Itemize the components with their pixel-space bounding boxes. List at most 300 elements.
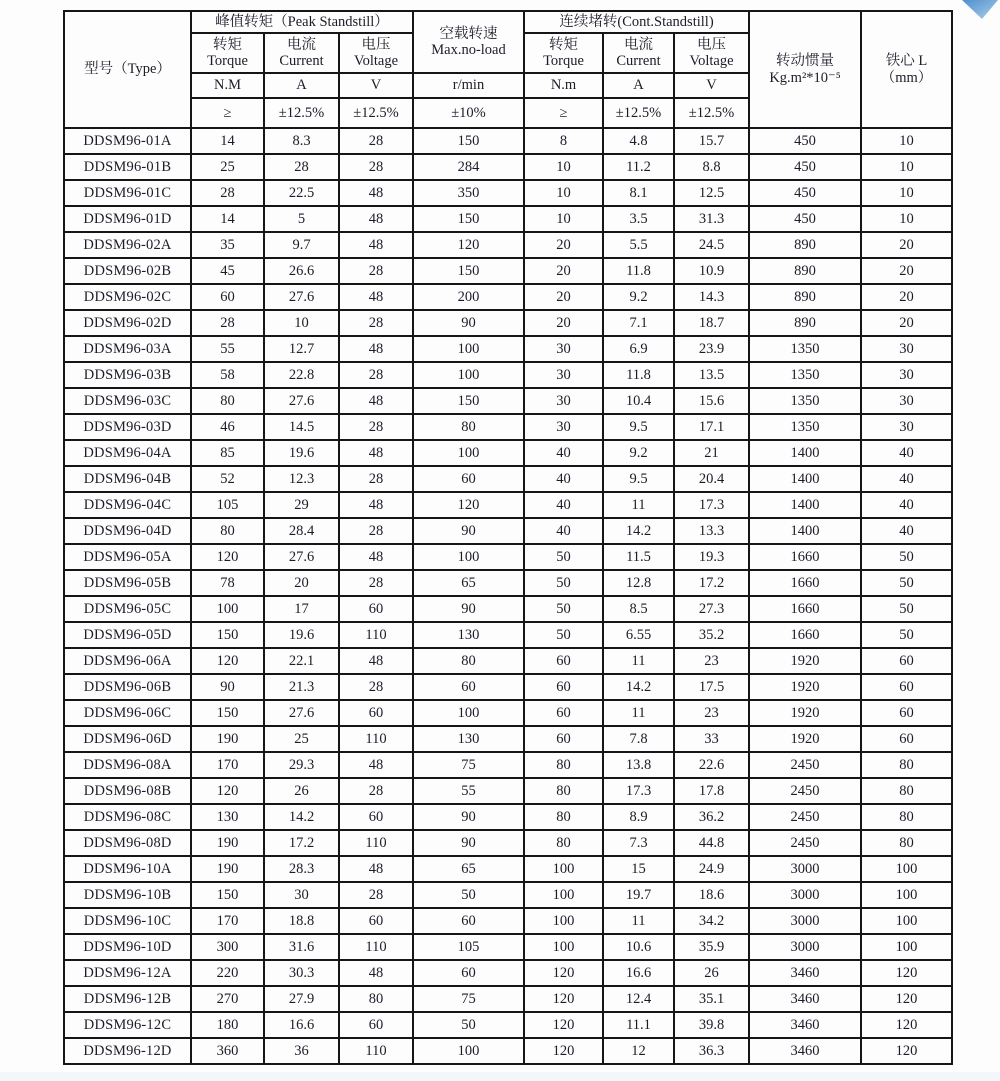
label-cn: 转矩 <box>549 36 578 53</box>
value-cell: 11.8 <box>603 362 674 388</box>
value-cell: 450 <box>749 180 861 206</box>
header-peak-torque <box>191 33 264 73</box>
model-cell: DDSM96-08A <box>64 752 191 778</box>
value-cell: 80 <box>524 804 603 830</box>
value-cell: 220 <box>191 960 264 986</box>
table-row <box>64 492 952 518</box>
table-row <box>64 570 952 596</box>
value-cell: 105 <box>413 934 524 960</box>
value-cell: 80 <box>191 518 264 544</box>
table-row <box>64 752 952 778</box>
value-cell: 22.5 <box>264 180 339 206</box>
value-cell: 3000 <box>749 856 861 882</box>
model-cell: DDSM96-06A <box>64 648 191 674</box>
value-cell: 1400 <box>749 518 861 544</box>
unit-cont-voltage: V <box>674 73 749 98</box>
table-row <box>64 284 952 310</box>
value-cell: 7.3 <box>603 830 674 856</box>
value-cell: 48 <box>339 232 413 258</box>
value-cell: 7.8 <box>603 726 674 752</box>
model-cell: DDSM96-05C <box>64 596 191 622</box>
value-cell: 150 <box>413 206 524 232</box>
value-cell: 26 <box>264 778 339 804</box>
value-cell: 1660 <box>749 622 861 648</box>
value-cell: 60 <box>861 726 952 752</box>
value-cell: 30 <box>264 882 339 908</box>
value-cell: 11 <box>603 700 674 726</box>
unit-cont-torque: N.m <box>524 73 603 98</box>
value-cell: 150 <box>191 882 264 908</box>
value-cell: 120 <box>413 492 524 518</box>
value-cell: 28.3 <box>264 856 339 882</box>
value-cell: 60 <box>524 648 603 674</box>
value-cell: 890 <box>749 310 861 336</box>
value-cell: 5.5 <box>603 232 674 258</box>
value-cell: 48 <box>339 440 413 466</box>
table-row <box>64 622 952 648</box>
value-cell: 190 <box>191 856 264 882</box>
value-cell: 890 <box>749 284 861 310</box>
value-cell: 30 <box>861 362 952 388</box>
value-cell: 60 <box>524 700 603 726</box>
unit-peak-voltage: V <box>339 73 413 98</box>
value-cell: 60 <box>524 726 603 752</box>
table-row <box>64 310 952 336</box>
value-cell: 150 <box>191 622 264 648</box>
value-cell: 48 <box>339 206 413 232</box>
value-cell: 27.6 <box>264 284 339 310</box>
value-cell: 27.9 <box>264 986 339 1012</box>
value-cell: 80 <box>524 752 603 778</box>
header-noload <box>413 11 524 73</box>
model-cell: DDSM96-08D <box>64 830 191 856</box>
value-cell: 120 <box>524 986 603 1012</box>
value-cell: 1920 <box>749 674 861 700</box>
value-cell: 19.6 <box>264 440 339 466</box>
value-cell: 100 <box>413 362 524 388</box>
value-cell: 10 <box>861 154 952 180</box>
value-cell: 100 <box>861 882 952 908</box>
value-cell: 40 <box>861 492 952 518</box>
header-inertia-unit: Kg.m²*10⁻⁵ <box>769 69 841 86</box>
value-cell: 48 <box>339 492 413 518</box>
value-cell: 48 <box>339 544 413 570</box>
motor-spec-table <box>63 10 953 1065</box>
value-cell: 190 <box>191 830 264 856</box>
label-en: Torque <box>543 53 584 69</box>
value-cell: 23.9 <box>674 336 749 362</box>
value-cell: 35.9 <box>674 934 749 960</box>
value-cell: 2450 <box>749 778 861 804</box>
value-cell: 28 <box>339 362 413 388</box>
value-cell: 31.6 <box>264 934 339 960</box>
value-cell: 120 <box>524 1012 603 1038</box>
model-cell: DDSM96-03A <box>64 336 191 362</box>
value-cell: 39.8 <box>674 1012 749 1038</box>
value-cell: 14.2 <box>264 804 339 830</box>
value-cell: 1920 <box>749 648 861 674</box>
table-row <box>64 960 952 986</box>
label-cn: 电压 <box>697 36 727 53</box>
value-cell: 13.3 <box>674 518 749 544</box>
value-cell: 9.7 <box>264 232 339 258</box>
value-cell: 2450 <box>749 830 861 856</box>
value-cell: 44.8 <box>674 830 749 856</box>
value-cell: 80 <box>861 830 952 856</box>
value-cell: 105 <box>191 492 264 518</box>
value-cell: 100 <box>413 1038 524 1064</box>
value-cell: 60 <box>191 284 264 310</box>
value-cell: 23 <box>674 700 749 726</box>
value-cell: 3000 <box>749 908 861 934</box>
table-row <box>64 726 952 752</box>
value-cell: 1400 <box>749 492 861 518</box>
tol-cont-current: ±12.5% <box>603 98 674 128</box>
table-row <box>64 336 952 362</box>
model-cell: DDSM96-03C <box>64 388 191 414</box>
value-cell: 60 <box>861 700 952 726</box>
value-cell: 130 <box>413 726 524 752</box>
table-row <box>64 388 952 414</box>
value-cell: 60 <box>339 700 413 726</box>
model-cell: DDSM96-10B <box>64 882 191 908</box>
value-cell: 28 <box>191 180 264 206</box>
value-cell: 20 <box>861 232 952 258</box>
model-cell: DDSM96-10D <box>64 934 191 960</box>
value-cell: 10 <box>861 206 952 232</box>
value-cell: 34.2 <box>674 908 749 934</box>
value-cell: 60 <box>339 1012 413 1038</box>
table-row <box>64 440 952 466</box>
label-en: Voltage <box>689 53 734 69</box>
value-cell: 28 <box>339 154 413 180</box>
table-row <box>64 986 952 1012</box>
value-cell: 60 <box>861 648 952 674</box>
value-cell: 190 <box>191 726 264 752</box>
value-cell: 17.3 <box>603 778 674 804</box>
header-noload-en: Max.no-load <box>431 42 506 58</box>
model-cell: DDSM96-02A <box>64 232 191 258</box>
value-cell: 29.3 <box>264 752 339 778</box>
value-cell: 30 <box>861 414 952 440</box>
value-cell: 50 <box>861 622 952 648</box>
value-cell: 100 <box>861 908 952 934</box>
value-cell: 60 <box>413 908 524 934</box>
value-cell: 100 <box>861 934 952 960</box>
tol-peak-current: ±12.5% <box>264 98 339 128</box>
table-row <box>64 154 952 180</box>
value-cell: 23 <box>674 648 749 674</box>
value-cell: 40 <box>861 466 952 492</box>
header-inertia <box>749 11 861 128</box>
value-cell: 8.3 <box>264 128 339 154</box>
value-cell: 50 <box>413 882 524 908</box>
value-cell: 200 <box>413 284 524 310</box>
value-cell: 20 <box>861 310 952 336</box>
label-cn: 电流 <box>624 36 653 53</box>
table-row <box>64 518 952 544</box>
model-cell: DDSM96-04A <box>64 440 191 466</box>
value-cell: 11.2 <box>603 154 674 180</box>
value-cell: 15.7 <box>674 128 749 154</box>
model-cell: DDSM96-05A <box>64 544 191 570</box>
value-cell: 170 <box>191 908 264 934</box>
value-cell: 90 <box>413 830 524 856</box>
value-cell: 150 <box>413 388 524 414</box>
label-en: Current <box>279 53 324 69</box>
value-cell: 35.1 <box>674 986 749 1012</box>
value-cell: 48 <box>339 648 413 674</box>
value-cell: 27.6 <box>264 700 339 726</box>
value-cell: 8 <box>524 128 603 154</box>
value-cell: 4.8 <box>603 128 674 154</box>
value-cell: 130 <box>413 622 524 648</box>
value-cell: 1350 <box>749 414 861 440</box>
value-cell: 18.6 <box>674 882 749 908</box>
value-cell: 80 <box>861 804 952 830</box>
value-cell: 58 <box>191 362 264 388</box>
value-cell: 6.55 <box>603 622 674 648</box>
model-cell: DDSM96-02D <box>64 310 191 336</box>
value-cell: 80 <box>413 414 524 440</box>
model-cell: DDSM96-01D <box>64 206 191 232</box>
value-cell: 100 <box>524 908 603 934</box>
value-cell: 450 <box>749 154 861 180</box>
value-cell: 12.7 <box>264 336 339 362</box>
model-cell: DDSM96-12A <box>64 960 191 986</box>
value-cell: 52 <box>191 466 264 492</box>
table-row <box>64 544 952 570</box>
value-cell: 3.5 <box>603 206 674 232</box>
value-cell: 50 <box>524 544 603 570</box>
value-cell: 16.6 <box>264 1012 339 1038</box>
model-cell: DDSM96-04D <box>64 518 191 544</box>
value-cell: 284 <box>413 154 524 180</box>
value-cell: 21 <box>674 440 749 466</box>
value-cell: 48 <box>339 180 413 206</box>
value-cell: 27.6 <box>264 544 339 570</box>
value-cell: 12.5 <box>674 180 749 206</box>
value-cell: 14.2 <box>603 518 674 544</box>
value-cell: 60 <box>524 674 603 700</box>
value-cell: 90 <box>413 310 524 336</box>
value-cell: 13.5 <box>674 362 749 388</box>
value-cell: 3000 <box>749 934 861 960</box>
value-cell: 170 <box>191 752 264 778</box>
value-cell: 8.5 <box>603 596 674 622</box>
value-cell: 28 <box>339 674 413 700</box>
value-cell: 12.3 <box>264 466 339 492</box>
value-cell: 65 <box>413 856 524 882</box>
value-cell: 1350 <box>749 362 861 388</box>
value-cell: 26.6 <box>264 258 339 284</box>
value-cell: 50 <box>861 544 952 570</box>
model-cell: DDSM96-10C <box>64 908 191 934</box>
value-cell: 29 <box>264 492 339 518</box>
value-cell: 28 <box>339 882 413 908</box>
value-cell: 1660 <box>749 544 861 570</box>
model-cell: DDSM96-03B <box>64 362 191 388</box>
value-cell: 120 <box>524 1038 603 1064</box>
value-cell: 20 <box>264 570 339 596</box>
value-cell: 48 <box>339 960 413 986</box>
value-cell: 75 <box>413 986 524 1012</box>
value-cell: 48 <box>339 284 413 310</box>
value-cell: 40 <box>861 518 952 544</box>
header-cont-current <box>603 33 674 73</box>
value-cell: 19.7 <box>603 882 674 908</box>
value-cell: 120 <box>861 1038 952 1064</box>
value-cell: 22.6 <box>674 752 749 778</box>
value-cell: 28 <box>339 778 413 804</box>
value-cell: 28.4 <box>264 518 339 544</box>
value-cell: 90 <box>413 804 524 830</box>
value-cell: 9.2 <box>603 284 674 310</box>
value-cell: 8.9 <box>603 804 674 830</box>
value-cell: 65 <box>413 570 524 596</box>
header-noload-cn: 空载转速 <box>439 25 498 42</box>
value-cell: 14.3 <box>674 284 749 310</box>
value-cell: 80 <box>524 830 603 856</box>
value-cell: 80 <box>339 986 413 1012</box>
value-cell: 28 <box>339 518 413 544</box>
tol-cont-torque: ≥ <box>524 98 603 128</box>
value-cell: 15.6 <box>674 388 749 414</box>
header-core <box>861 11 952 128</box>
value-cell: 36.2 <box>674 804 749 830</box>
table-row <box>64 934 952 960</box>
model-cell: DDSM96-10A <box>64 856 191 882</box>
value-cell: 3460 <box>749 986 861 1012</box>
header-core-cn: 铁心 L <box>885 53 928 70</box>
tol-cont-voltage: ±12.5% <box>674 98 749 128</box>
value-cell: 50 <box>861 570 952 596</box>
model-cell: DDSM96-02B <box>64 258 191 284</box>
value-cell: 9.5 <box>603 466 674 492</box>
value-cell: 17.1 <box>674 414 749 440</box>
value-cell: 130 <box>191 804 264 830</box>
model-cell: DDSM96-01A <box>64 128 191 154</box>
value-cell: 11.5 <box>603 544 674 570</box>
tol-peak-voltage: ±12.5% <box>339 98 413 128</box>
header-peak-voltage <box>339 33 413 73</box>
table-row <box>64 908 952 934</box>
value-cell: 26 <box>674 960 749 986</box>
value-cell: 1660 <box>749 596 861 622</box>
value-cell: 17.3 <box>674 492 749 518</box>
value-cell: 18.8 <box>264 908 339 934</box>
value-cell: 20 <box>861 258 952 284</box>
header-peak-current <box>264 33 339 73</box>
value-cell: 3460 <box>749 1012 861 1038</box>
value-cell: 22.8 <box>264 362 339 388</box>
value-cell: 17 <box>264 596 339 622</box>
tol-noload: ±10% <box>413 98 524 128</box>
value-cell: 150 <box>413 128 524 154</box>
table-row <box>64 362 952 388</box>
value-cell: 27.6 <box>264 388 339 414</box>
value-cell: 30 <box>524 388 603 414</box>
value-cell: 110 <box>339 934 413 960</box>
value-cell: 100 <box>861 856 952 882</box>
value-cell: 28 <box>339 310 413 336</box>
value-cell: 1400 <box>749 440 861 466</box>
value-cell: 10 <box>861 128 952 154</box>
value-cell: 2450 <box>749 752 861 778</box>
model-cell: DDSM96-12C <box>64 1012 191 1038</box>
table-header <box>64 11 952 128</box>
value-cell: 16.6 <box>603 960 674 986</box>
value-cell: 27.3 <box>674 596 749 622</box>
value-cell: 11 <box>603 648 674 674</box>
value-cell: 36 <box>264 1038 339 1064</box>
value-cell: 150 <box>191 700 264 726</box>
value-cell: 50 <box>413 1012 524 1038</box>
value-cell: 100 <box>524 856 603 882</box>
value-cell: 100 <box>524 934 603 960</box>
table-row <box>64 856 952 882</box>
value-cell: 28 <box>264 154 339 180</box>
table-row <box>64 830 952 856</box>
value-cell: 36.3 <box>674 1038 749 1064</box>
value-cell: 180 <box>191 1012 264 1038</box>
value-cell: 40 <box>524 440 603 466</box>
value-cell: 120 <box>191 778 264 804</box>
value-cell: 10 <box>524 206 603 232</box>
value-cell: 48 <box>339 752 413 778</box>
value-cell: 60 <box>413 674 524 700</box>
value-cell: 17.5 <box>674 674 749 700</box>
value-cell: 20 <box>524 232 603 258</box>
value-cell: 40 <box>524 492 603 518</box>
unit-peak-torque: N.M <box>191 73 264 98</box>
table-row <box>64 206 952 232</box>
value-cell: 10.6 <box>603 934 674 960</box>
label-en: Current <box>616 53 661 69</box>
value-cell: 48 <box>339 388 413 414</box>
value-cell: 28 <box>191 310 264 336</box>
value-cell: 90 <box>191 674 264 700</box>
value-cell: 120 <box>191 544 264 570</box>
value-cell: 8.1 <box>603 180 674 206</box>
value-cell: 18.7 <box>674 310 749 336</box>
table-row <box>64 674 952 700</box>
value-cell: 25 <box>191 154 264 180</box>
value-cell: 120 <box>861 1012 952 1038</box>
value-cell: 10 <box>524 180 603 206</box>
value-cell: 100 <box>413 544 524 570</box>
value-cell: 3000 <box>749 882 861 908</box>
label-cn: 转矩 <box>213 36 242 53</box>
value-cell: 25 <box>264 726 339 752</box>
table-row <box>64 700 952 726</box>
value-cell: 20 <box>861 284 952 310</box>
value-cell: 15 <box>603 856 674 882</box>
table-row <box>64 1012 952 1038</box>
value-cell: 30 <box>861 388 952 414</box>
value-cell: 55 <box>413 778 524 804</box>
table-row <box>64 648 952 674</box>
value-cell: 6.9 <box>603 336 674 362</box>
value-cell: 31.3 <box>674 206 749 232</box>
model-cell: DDSM96-04C <box>64 492 191 518</box>
value-cell: 1350 <box>749 336 861 362</box>
table-row <box>64 778 952 804</box>
label-cn: 电流 <box>287 36 316 53</box>
value-cell: 80 <box>861 752 952 778</box>
header-peak-group: 峰值转矩（Peak Standstill） <box>191 11 413 33</box>
model-cell: DDSM96-05B <box>64 570 191 596</box>
